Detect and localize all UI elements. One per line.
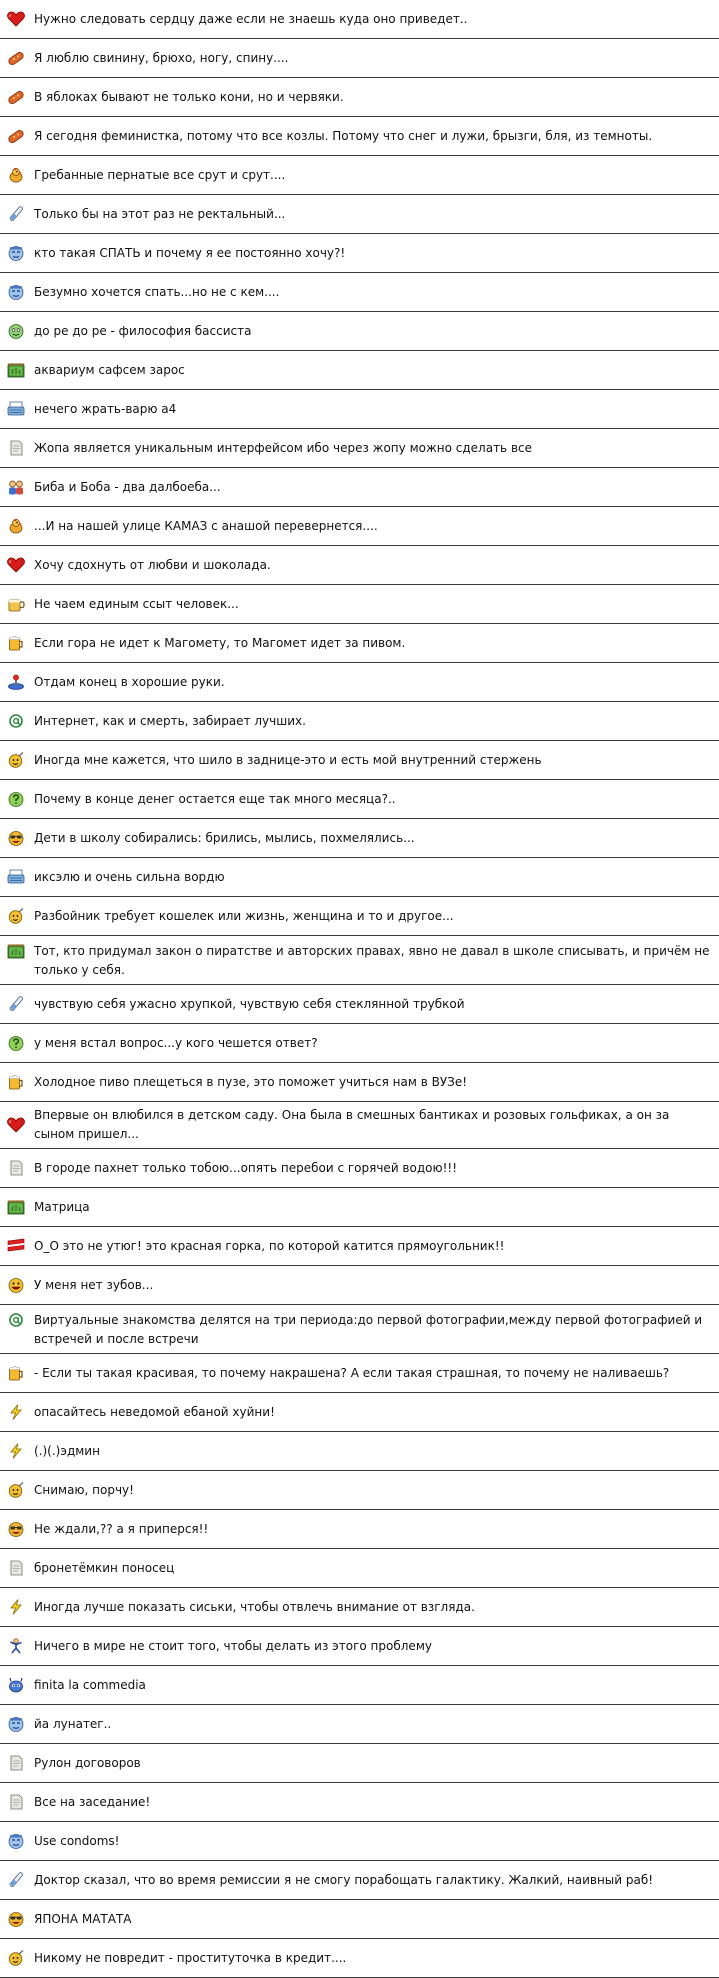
dancer-icon xyxy=(6,1637,26,1655)
list-item-12 xyxy=(0,429,719,468)
status-text: Хочу сдохнуть от любви и шоколада. xyxy=(34,557,271,572)
status-text: Разбойник требует кошелек или жизнь, женщина и то и другое... xyxy=(34,908,454,923)
bird-icon xyxy=(6,517,26,535)
list-item-47 xyxy=(0,1822,719,1861)
list-item-5 xyxy=(0,156,719,195)
list-item-3 xyxy=(0,78,719,117)
status-text: Ничего в мире не стоит того, чтобы делать из этого проблему xyxy=(34,1638,432,1653)
flag-icon xyxy=(6,1237,26,1255)
list-item-43 xyxy=(0,1666,719,1705)
status-text: чувствую себя ужасно хрупкой, чувствую себя стеклянной трубкой xyxy=(34,996,465,1011)
status-text: Только бы на этот раз не ректальный... xyxy=(34,206,286,221)
status-text: Снимаю, порчу! xyxy=(34,1482,134,1497)
sleepy-face-icon xyxy=(6,1832,26,1850)
list-item-18 xyxy=(0,663,719,702)
glasses-face-icon xyxy=(6,1910,26,1928)
list-item-17 xyxy=(0,624,719,663)
list-item-46 xyxy=(0,1783,719,1822)
list-item-10 xyxy=(0,351,719,390)
status-text: Холодное пиво плещеться в пузе, это поможет учиться нам в ВУЗе! xyxy=(34,1074,468,1089)
status-text: нечего жрать-варю а4 xyxy=(34,401,177,416)
list-item-36 xyxy=(0,1393,719,1432)
status-text: finita la commedia xyxy=(34,1677,146,1692)
list-item-25 xyxy=(0,936,719,985)
list-item-11 xyxy=(0,390,719,429)
paper-icon xyxy=(6,1159,26,1177)
status-text: Никому не повредит - проституточка в кредит.... xyxy=(34,1950,347,1965)
list-item-44 xyxy=(0,1705,719,1744)
heart-icon xyxy=(6,556,26,574)
aquarium-icon xyxy=(6,942,26,960)
status-text: ...И на нашей улице КАМАЗ с анашой перевернется.... xyxy=(34,518,378,533)
status-text: Интернет, как и смерть, забирает лучших. xyxy=(34,713,306,728)
music-face-icon xyxy=(6,322,26,340)
status-text: Дети в школу собирались: брились, мылись, похмелялись... xyxy=(34,830,415,845)
sleepy-face-icon xyxy=(6,244,26,262)
lightning-icon xyxy=(6,1403,26,1421)
status-text: Почему в конце денег остается еще так много месяца?.. xyxy=(34,791,396,806)
list-item-6 xyxy=(0,195,719,234)
status-text: Гребанные пернатые все срут и срут.... xyxy=(34,167,286,182)
list-item-45 xyxy=(0,1744,719,1783)
list-item-27 xyxy=(0,1024,719,1063)
status-text: О_О это не утюг! это красная горка, по которой катится прямоугольник!! xyxy=(34,1238,505,1253)
status-text: до ре до ре - философия бассиста xyxy=(34,323,252,338)
pin-face-icon xyxy=(6,1481,26,1499)
glasses-face-icon xyxy=(6,1520,26,1538)
list-item-41 xyxy=(0,1588,719,1627)
list-item-2 xyxy=(0,39,719,78)
list-item-4 xyxy=(0,117,719,156)
aquarium-icon xyxy=(6,1198,26,1216)
status-text: В яблоках бывают не только кони, но и червяки. xyxy=(34,89,344,104)
status-text: Виртуальные знакомства делятся на три периода:до первой фотографии,между первой фотографией и встречей и после встречи xyxy=(34,1313,703,1346)
status-text: Впервые он влюбился в детском саду. Она была в смешных бантиках и розовых гольфиках, а он за сыном пришел... xyxy=(34,1108,670,1141)
sleepy-face-icon xyxy=(6,1715,26,1733)
status-text: - Если ты такая красивая, то почему накрашена? А если такая страшная, то почему не наливаешь? xyxy=(34,1365,670,1380)
list-item-38 xyxy=(0,1471,719,1510)
list-item-30 xyxy=(0,1149,719,1188)
list-item-16 xyxy=(0,585,719,624)
status-text: У меня нет зубов... xyxy=(34,1277,154,1292)
list-item-1 xyxy=(0,0,719,39)
list-item-15 xyxy=(0,546,719,585)
list-item-42 xyxy=(0,1627,719,1666)
status-text: Матрица xyxy=(34,1199,90,1214)
list-item-13 xyxy=(0,468,719,507)
status-text: Иногда лучше показать сиськи, чтобы отвлечь внимание от взгляда. xyxy=(34,1599,475,1614)
status-text: Если гора не идет к Магомету, то Магомет идет за пивом. xyxy=(34,635,406,650)
status-text: йа лунатег.. xyxy=(34,1716,112,1731)
status-text: Тот, кто придумал закон о пиратстве и авторских правах, явно не давал в школе списывать, и причём не только у себя. xyxy=(34,944,710,977)
typewriter-icon xyxy=(6,868,26,886)
bird-icon xyxy=(6,166,26,184)
aquarium-icon xyxy=(6,361,26,379)
list-item-35 xyxy=(0,1354,719,1393)
list-item-22 xyxy=(0,819,719,858)
list-item-8 xyxy=(0,273,719,312)
list-item-29 xyxy=(0,1102,719,1149)
beer-icon xyxy=(6,1364,26,1382)
list-item-31 xyxy=(0,1188,719,1227)
status-text: Я сегодня феминистка, потому что все козлы. Потому что снег и лужи, брызги, бля, из темноты. xyxy=(34,128,653,143)
test-tube-icon xyxy=(6,1871,26,1889)
status-text: Use condoms! xyxy=(34,1833,120,1848)
test-tube-icon xyxy=(6,995,26,1013)
status-text: Нужно следовать сердцу даже если не знаешь куда оно приведет.. xyxy=(34,11,468,26)
status-text: Безумно хочется спать...но не с кем.... xyxy=(34,284,280,299)
list-item-33 xyxy=(0,1266,719,1305)
status-text: бронетёмкин поносец xyxy=(34,1560,175,1575)
list-item-48 xyxy=(0,1861,719,1900)
status-text: Не чаем единым ссыт человек... xyxy=(34,596,239,611)
list-item-40 xyxy=(0,1549,719,1588)
lightning-icon xyxy=(6,1598,26,1616)
list-item-14 xyxy=(0,507,719,546)
test-tube-icon xyxy=(6,205,26,223)
glasses-face-icon xyxy=(6,829,26,847)
list-item-50 xyxy=(0,1939,719,1978)
mug-icon xyxy=(6,595,26,613)
list-item-19 xyxy=(0,702,719,741)
grin-face-icon xyxy=(6,1276,26,1294)
paper-icon xyxy=(6,1559,26,1577)
pin-face-icon xyxy=(6,751,26,769)
status-text: Все на заседание! xyxy=(34,1794,151,1809)
sleepy-face-icon xyxy=(6,283,26,301)
list-item-49 xyxy=(0,1900,719,1939)
joystick-icon xyxy=(6,673,26,691)
pin-face-icon xyxy=(6,1949,26,1967)
sausage-icon xyxy=(6,127,26,145)
creature-icon xyxy=(6,1676,26,1694)
sausage-icon xyxy=(6,88,26,106)
status-text: Не ждали,?? а я приперся!! xyxy=(34,1521,209,1536)
status-text: Рулон договоров xyxy=(34,1755,141,1770)
typewriter-icon xyxy=(6,400,26,418)
status-text: Иногда мне кажется, что шило в заднице-это и есть мой внутренний стержень xyxy=(34,752,542,767)
heart-icon xyxy=(6,10,26,28)
list-item-34 xyxy=(0,1305,719,1354)
two-people-icon xyxy=(6,478,26,496)
at-sign-icon xyxy=(6,1311,26,1329)
list-item-21 xyxy=(0,780,719,819)
question-face-icon xyxy=(6,790,26,808)
status-text: Биба и Боба - два далбоеба... xyxy=(34,479,221,494)
status-text: Отдам конец в хорошие руки. xyxy=(34,674,225,689)
heart-icon xyxy=(6,1116,26,1134)
list-item-26 xyxy=(0,985,719,1024)
beer-icon xyxy=(6,634,26,652)
lightning-icon xyxy=(6,1442,26,1460)
status-text: кто такая СПАТЬ и почему я ее постоянно хочу?! xyxy=(34,245,346,260)
list-item-24 xyxy=(0,897,719,936)
list-item-23 xyxy=(0,858,719,897)
status-text: (.)(.)эдмин xyxy=(34,1443,100,1458)
paper-icon xyxy=(6,439,26,457)
paper-icon xyxy=(6,1754,26,1772)
status-text: Доктор сказал, что во время ремиссии я не смогу порабощать галактику. Жалкий, наивный раб! xyxy=(34,1872,654,1887)
status-text: у меня встал вопрос...у кого чешется ответ? xyxy=(34,1035,318,1050)
paper-icon xyxy=(6,1793,26,1811)
list-item-39 xyxy=(0,1510,719,1549)
list-item-9 xyxy=(0,312,719,351)
status-text: Я люблю свинину, брюхо, ногу, спину.... xyxy=(34,50,289,65)
list-item-28 xyxy=(0,1063,719,1102)
status-text: опасайтесь неведомой ебаной хуйни! xyxy=(34,1404,275,1419)
status-text: аквариум сафсем зарос xyxy=(34,362,185,377)
list-item-7 xyxy=(0,234,719,273)
status-text: иксэлю и очень сильна вордю xyxy=(34,869,225,884)
status-text: В городе пахнет только тобою...опять перебои с горячей водою!!! xyxy=(34,1160,458,1175)
beer-icon xyxy=(6,1073,26,1091)
list-item-20 xyxy=(0,741,719,780)
status-text: Жопа является уникальным интерфейсом ибо через жопу можно сделать все xyxy=(34,440,532,455)
at-sign-icon xyxy=(6,712,26,730)
list-item-32 xyxy=(0,1227,719,1266)
status-text: ЯПОНА МАТАТА xyxy=(34,1911,132,1926)
list-item-37 xyxy=(0,1432,719,1471)
question-face-icon xyxy=(6,1034,26,1052)
pin-face-icon xyxy=(6,907,26,925)
sausage-icon xyxy=(6,49,26,67)
